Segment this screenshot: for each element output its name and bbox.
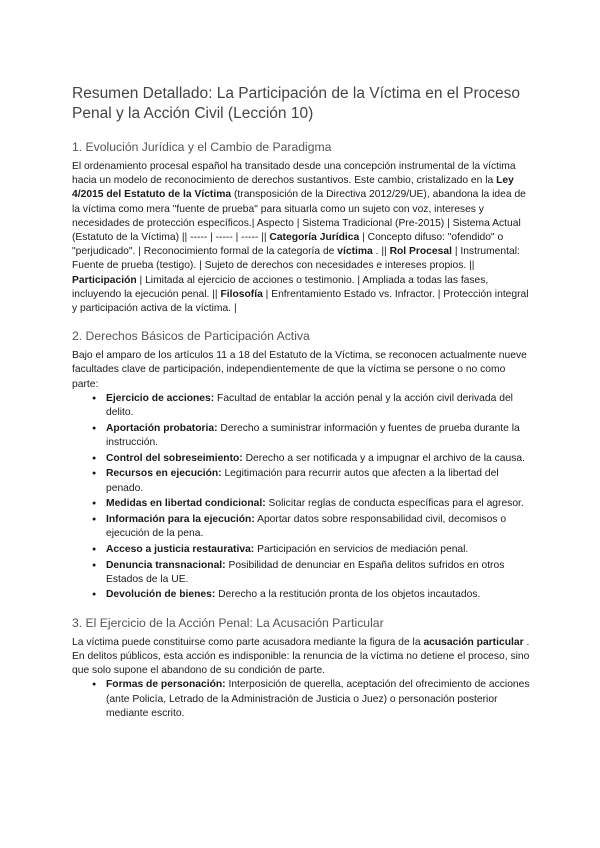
item-text: Derecho a la restitución pronta de los objetos incautados. (215, 589, 481, 601)
document-page (72, 84, 532, 733)
text-run: El ordenamiento procesal español ha transitado desde una concepción instrumental de la víctima hacia un modelo de reconocimiento de derechos sustantivos. Este cambio, cristalizado en la (72, 161, 516, 187)
item-label: Ejercicio de acciones: (106, 392, 215, 404)
item-text: Interposición de querella, aceptación del ofrecimiento de acciones (ante Policía, Letrado de la Administración de Justicia o Juez) o personación posterior mediante escrito. (106, 679, 530, 719)
item-text: Legitimación para recurrir autos que afecten a la libertad del penado. (106, 468, 499, 494)
item-text: Facultad de entablar la acción penal y la acción civil derivada del delito. (106, 392, 513, 419)
item-label: Información para la ejecución: (106, 513, 255, 525)
rights-list (72, 392, 532, 603)
section-1-heading: 1. Evolución Jurídica y el Cambio de Paradigma (72, 140, 332, 154)
section-3-paragraph (72, 636, 532, 679)
row-label-filosofia: Filosofía (220, 288, 263, 300)
item-label: Denuncia transnacional: (106, 559, 226, 571)
list-item (92, 588, 532, 602)
item-label: Acceso a justicia restaurativa: (106, 543, 255, 555)
item-label: Aportación probatoria: (106, 422, 218, 434)
item-label: Recursos en ejecución: (106, 468, 222, 480)
bold-term-acusacion: acusación particular (423, 636, 524, 648)
item-text: Aportar datos sobre responsabilidad civil, decomisos o ejecución de la pena. (106, 513, 507, 540)
row-label-participacion: Participación (72, 274, 137, 286)
document-title: Resumen Detallado: La Participación de la Víctima en el Proceso Penal y la Acción Civil (Lección 10) (72, 85, 521, 122)
list-item (92, 543, 532, 557)
list-item (92, 678, 532, 721)
text-run: (transposición de la Directiva 2012/29/UE), abandona la idea de la víctima como mera "fuente de prueba" para situarla como un sujeto con voz, intereses y necesidades de protección específicos.| Aspecto | Sistema Tradicional (Pre-2015) | Sistema Actual (Estatuto de la Víctima) || ----- | ----- | ----- || (72, 189, 526, 244)
item-label: Medidas en libertad condicional: (106, 498, 266, 510)
section-2-heading: 2. Derechos Básicos de Participación Activa (72, 329, 310, 344)
text-run: | Instrumental: Fuente de prueba (testigo). | Sujeto de derechos con necesidades e intereses propios. || (72, 246, 520, 272)
personacion-list (72, 678, 532, 721)
list-item (92, 467, 532, 495)
text-run: | Concepto difuso: "ofendido" o "perjudicado". | Reconocimiento formal de la categoría de (72, 232, 504, 258)
list-item (92, 559, 532, 587)
item-text: Participación en servicios de mediación penal. (254, 543, 469, 555)
list-item (92, 392, 532, 420)
text-run: | Enfrentamiento Estado vs. Infractor. | Protección integral y participación activa de la víctima. | (72, 288, 529, 315)
section-2 (72, 328, 532, 602)
bold-term-victima: víctima (337, 246, 373, 258)
row-label-rol: Rol Procesal (389, 246, 452, 258)
section-2-intro: Bajo el amparo de los artículos 11 a 18 del Estatuto de la Víctima, se reconocen actualmente nueve facultades clave de participación, independientemente de que la víctima se persone o no como parte: (72, 350, 527, 390)
section-3 (72, 615, 532, 721)
item-text: Solicitar reglas de conducta específicas para el agresor. (265, 498, 524, 510)
text-run: La víctima puede constituirse como parte acusadora mediante la figura de la (72, 636, 424, 648)
row-label-categoria: Categoría Jurídica (269, 232, 360, 244)
text-run: . || (372, 246, 390, 258)
section-3-heading: 3. El Ejercicio de la Acción Penal: La Acusación Particular (72, 615, 384, 630)
list-item (92, 497, 532, 511)
list-item (92, 452, 532, 466)
text-run: . En delitos públicos, esta acción es indisponible: la renuncia de la víctima no detiene el proceso, sino que solo supone el abandono de su condición de parte. (72, 636, 530, 677)
text-run: | Limitada al ejercicio de acciones o testimonio. | Ampliada a todas las fases, incluyendo la ejecución penal. || (72, 274, 489, 300)
section-1-paragraph (72, 160, 532, 316)
list-item (92, 422, 532, 450)
item-text: Derecho a ser notificada y a impugnar el archivo de la causa. (242, 452, 525, 464)
section-1 (72, 139, 532, 316)
list-item (92, 513, 532, 541)
item-text: Derecho a suministrar información y fuentes de prueba durante la instrucción. (106, 422, 520, 448)
law-name: Ley 4/2015 del Estatuto de la Víctima (72, 175, 514, 201)
item-label: Formas de personación: (106, 679, 226, 691)
item-text: Posibilidad de denunciar en España delitos sufridos en otros Estados de la UE. (106, 559, 505, 585)
item-label: Control del sobreseimiento: (106, 452, 243, 464)
item-label: Devolución de bienes: (106, 589, 216, 601)
